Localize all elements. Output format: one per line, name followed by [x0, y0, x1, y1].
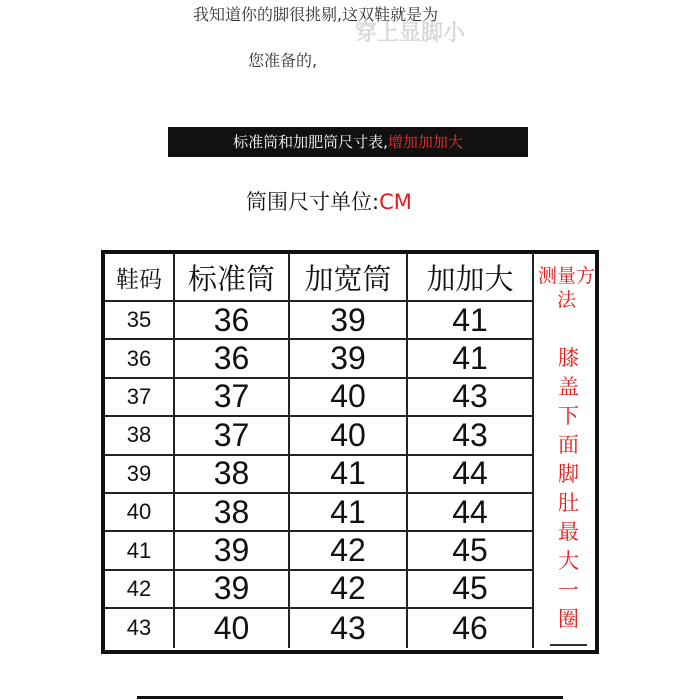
size-table: [101, 250, 599, 654]
header-standard: 标准筒: [175, 254, 290, 302]
method-underline: [550, 644, 587, 646]
unit-label: 筒围尺寸单位:: [246, 190, 380, 214]
cell-extra-wide: 45: [408, 532, 534, 570]
header-wide: 加宽筒: [290, 254, 408, 302]
header-shoe-size: 鞋码: [105, 254, 175, 302]
measurement-method: [538, 254, 595, 650]
cell-standard: 38: [175, 494, 290, 532]
cell-wide: 42: [290, 571, 408, 609]
banner-highlight: 增加加加大: [387, 133, 463, 151]
cell-shoe-size: 42: [105, 571, 175, 609]
cell-standard: 37: [175, 379, 290, 417]
intro-line-2: 您准备的,: [248, 51, 318, 70]
cell-standard: 36: [175, 340, 290, 378]
cell-standard: 39: [175, 571, 290, 609]
cell-wide: 41: [290, 494, 408, 532]
intro-line-1: 我知道你的脚很挑剔,这双鞋就是为: [193, 5, 439, 24]
cell-standard: 37: [175, 417, 290, 455]
cell-wide: 40: [290, 417, 408, 455]
cell-shoe-size: 39: [105, 456, 175, 494]
cell-shoe-size: 38: [105, 417, 175, 455]
cell-standard: 39: [175, 532, 290, 570]
cell-wide: 39: [290, 302, 408, 340]
cell-wide: 41: [290, 456, 408, 494]
cell-extra-wide: 41: [408, 302, 534, 340]
cell-extra-wide: 45: [408, 571, 534, 609]
cell-standard: 36: [175, 302, 290, 340]
cell-wide: 42: [290, 532, 408, 570]
cell-shoe-size: 35: [105, 302, 175, 340]
cell-shoe-size: 36: [105, 340, 175, 378]
cell-extra-wide: 41: [408, 340, 534, 378]
unit-value: CM: [379, 190, 412, 214]
cell-extra-wide: 44: [408, 494, 534, 532]
unit-line: [246, 186, 412, 216]
method-title: 测量方法: [538, 265, 596, 311]
cell-shoe-size: 37: [105, 379, 175, 417]
cell-standard: 40: [175, 609, 290, 647]
cell-extra-wide: 43: [408, 379, 534, 417]
cell-extra-wide: 43: [408, 417, 534, 455]
cell-wide: 43: [290, 609, 408, 647]
cell-wide: 40: [290, 379, 408, 417]
bottom-divider: [137, 696, 563, 699]
method-text: 膝盖下面脚肚最大一圈: [558, 346, 579, 631]
cell-shoe-size: 41: [105, 532, 175, 570]
header-extra-wide: 加加大: [408, 254, 534, 302]
cell-extra-wide: 46: [408, 609, 534, 647]
size-chart-banner: [168, 127, 528, 157]
banner-text: 标准筒和加肥筒尺寸表,: [233, 133, 388, 151]
cell-standard: 38: [175, 456, 290, 494]
cell-shoe-size: 40: [105, 494, 175, 532]
intro-faded-text: 穿上显脚小: [355, 21, 466, 46]
cell-wide: 39: [290, 340, 408, 378]
cell-shoe-size: 43: [105, 609, 175, 647]
cell-extra-wide: 44: [408, 456, 534, 494]
size-grid: [105, 254, 538, 650]
